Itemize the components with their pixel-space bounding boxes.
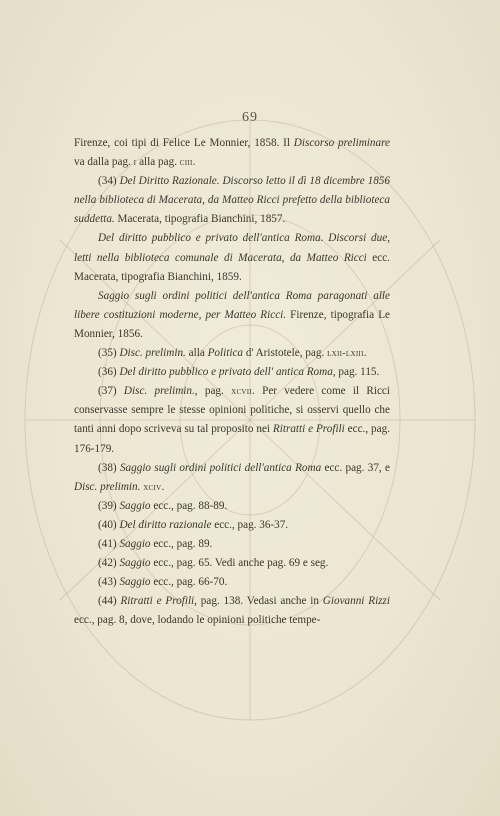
footnote-text: Disc. prelimin. [74,480,141,493]
footnote-text: Saggio [119,557,151,570]
footnote-text: ecc., pag. 65. Vedi anche pag. 69 e seg. [150,557,329,570]
footnote-text: (42) [98,557,120,570]
footnote-text: xcvii [231,386,253,398]
footnote-text: ciii [179,157,193,169]
footnote-text: (37) [98,385,124,398]
footnote-n42 [74,554,390,573]
page-number: 69 [242,110,258,125]
footnote-text: ecc., pag. 89. [150,537,213,550]
footnote-text: i [133,157,137,169]
footnote-text: va dalla pag. [74,156,134,169]
footnote-text: Saggio [119,499,151,512]
footnote-text: . [192,156,196,169]
footnote-text: Del diritto razionale [119,518,212,531]
footnote-text: Giovanni Rizzi [322,595,390,608]
footnote-text: ecc., pag. 88-89. [150,499,228,512]
footnote-text: ecc. Macerata, tipografia Bianchini, 1859. [74,251,390,283]
footnote-text: (40) [98,518,120,531]
footnote-text: (38) [98,461,120,474]
footnote-text: Saggio [119,576,151,589]
footnote-text: Macerata, tipografia Bianchini, 1857. [114,213,286,226]
footnote-text: (39) [98,499,120,512]
footnote-text: (44) [98,595,121,608]
footnote-text: lxii-lxiii [327,348,364,360]
footnote-text: xciv [143,481,162,493]
footnotes-body [74,134,390,630]
footnote-text: ecc., pag. 66-70. [150,576,228,589]
footnote-text: Firenze, coi tipi di Felice Le Monnier, 1858. Il [74,137,294,149]
footnote-text: . Per vedere come il Ricci conservasse sempre le stesse opinioni politiche, si osservi quello che tanti anni dopo scriveva su tal proposito nei [74,385,390,436]
footnote-text: Disc. prelimin. [119,347,186,360]
footnote-text: ecc., pag. 36-37. [211,518,289,531]
footnote-text: Firenze, tipografia Le Monnier, 1856. [74,308,390,340]
footnote-text: Ritratti e Profili [120,595,195,608]
footnote-text: Del diritto pubblico e privato dell' antica Roma, [119,366,336,379]
footnote-n44 [74,592,390,630]
footnote-cont [74,134,390,172]
footnote-text: alla [185,347,208,360]
footnote-n40 [74,516,390,535]
footnote-text: ecc., pag. 176-179. [74,423,390,455]
footnote-text: , pag. [194,385,232,398]
footnote-text: (35) [98,347,120,360]
footnote-n41 [74,535,390,554]
footnote-n39 [74,497,390,516]
footnote-n43 [74,573,390,592]
footnote-text: (34) [98,175,120,188]
footnote-text: Saggio sugli ordini politici dell'antica Roma [119,461,322,474]
footnote-n36 [74,363,390,382]
footnote-n37 [74,382,390,458]
footnote-n38 [74,459,390,497]
footnote-text: ecc., pag. 8, dove, lodando le opinioni politiche tempe- [74,614,321,627]
footnote-text: . [161,480,165,493]
footnote-text: Politica [207,347,244,360]
footnote-text: (36) [98,366,120,379]
footnote-n34 [74,172,390,229]
footnote-text: d' Aristotele, pag. [243,347,328,360]
footnote-text: Disc. prelimin. [123,385,195,398]
footnote-text: Del diritto pubblico e privato dell'antica Roma. Discorsi due, letti nella biblioteca comunale di Macerata, da Matteo Ricci [74,232,390,264]
footnote-text: , pag. 138. Vedasi anche in [194,595,323,608]
footnote-text: alla pag. [136,156,180,169]
footnote-n34b [74,229,390,286]
footnote-text: Saggio sugli ordini politici dell'antica Roma paragonati alle libere costituzioni moderne, per Matteo Ricci. [74,289,390,321]
footnote-text: Del Diritto Razionale. Discorso letto il dì 18 dicembre 1856 nella biblioteca di Macerata, da Matteo Ricci prefetto della biblioteca suddetta. [74,175,390,226]
footnote-text: Saggio [119,537,151,550]
footnote-n35 [74,344,390,363]
footnote-text: (41) [98,537,120,550]
footnote-text: pag. 115. [335,366,380,379]
footnote-text: ecc. pag. 37, e [321,461,391,474]
footnote-text: (43) [98,576,120,589]
footnote-text: Discorso preliminare [293,137,390,149]
footnote-text: . [363,347,367,360]
footnote-n34c [74,287,390,344]
footnote-text: Ritratti e Profili [272,423,345,436]
